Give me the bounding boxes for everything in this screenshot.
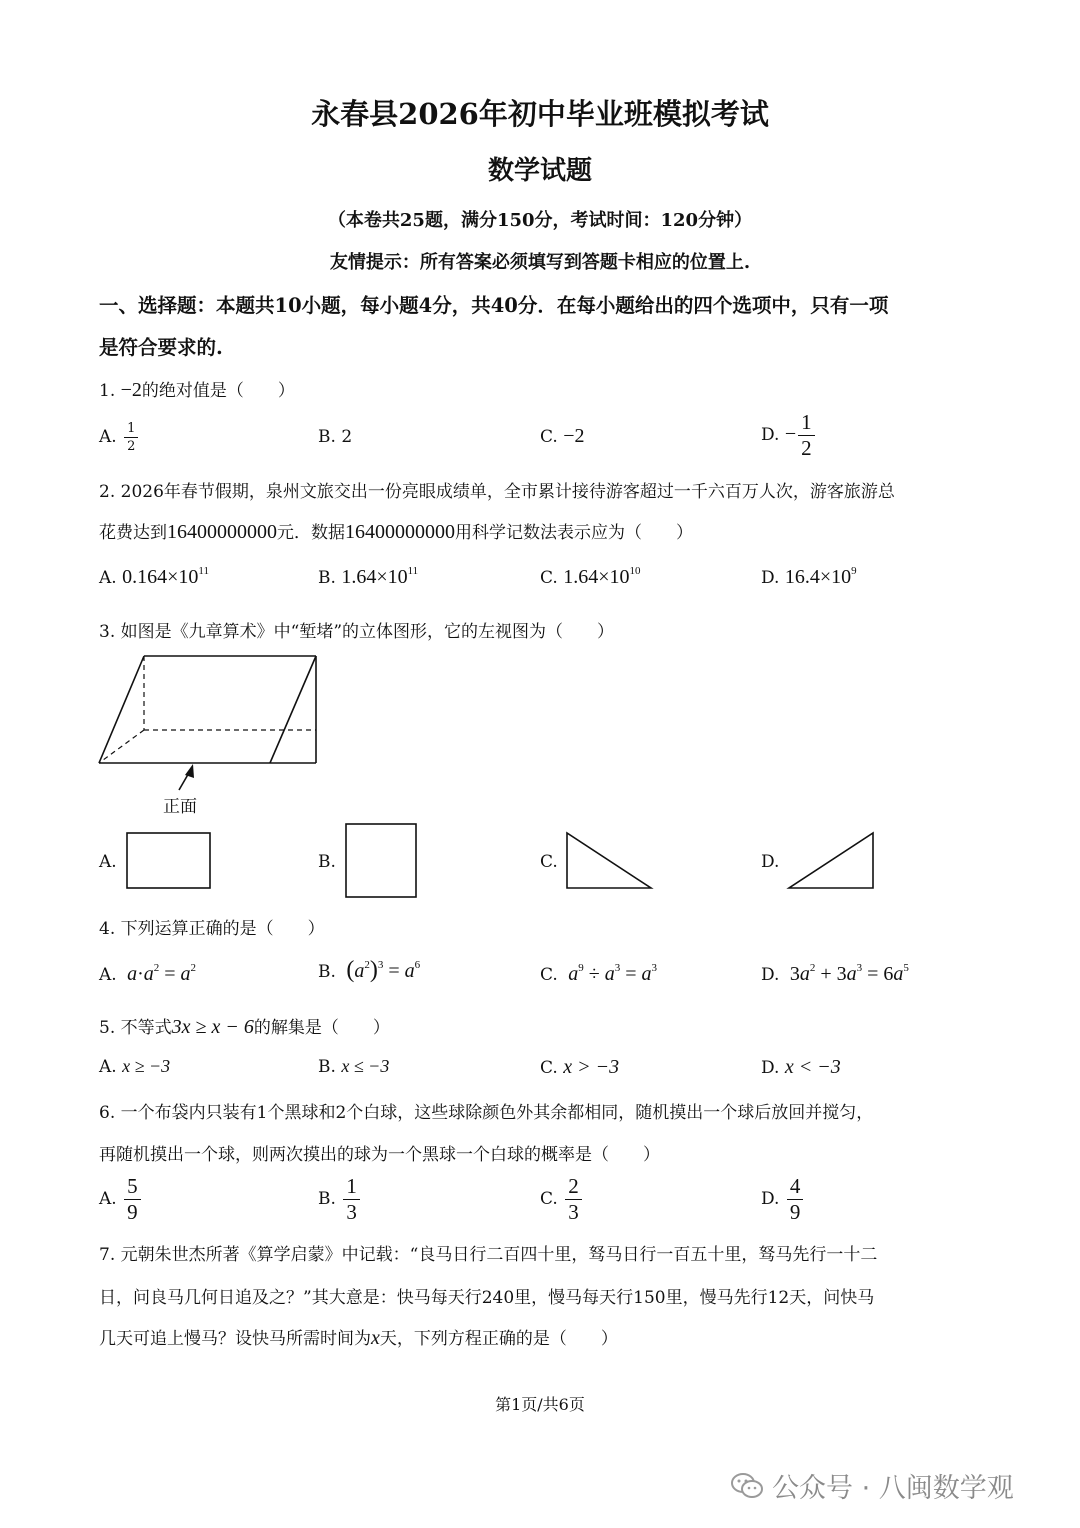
fraction: $\frac{2}{3}$	[565, 1176, 582, 1223]
option-value: $a\cdot a^2 = a^2$	[127, 962, 197, 985]
q3-option-c[interactable]: C.	[540, 852, 558, 872]
question-3: 3. 如图是《九章算术》中“堑堵”的立体图形，它的左视图为（ ）	[99, 622, 615, 642]
q1-math: −2	[120, 379, 142, 401]
q5-option-d[interactable]: D. x < −3	[761, 1056, 841, 1078]
option-value: $(a^2)^3 = a^6$	[346, 957, 421, 983]
q4-option-d[interactable]: D. $3a^2 + 3a^3 = 6a^5$	[761, 962, 909, 985]
q3-option-c-shape	[566, 832, 654, 892]
watermark-text: 公众号 · 八闽数学观	[772, 1473, 1014, 1504]
question-5: 5. 不等式3x ≥ x − 6的解集是（ ）	[99, 1016, 390, 1038]
section-heading-line2: 是符合要求的.	[99, 336, 223, 359]
q6-option-d[interactable]: D. $\frac{4}{9}$	[761, 1176, 805, 1223]
q3-option-d[interactable]: D.	[761, 852, 780, 872]
exam-title: 永春县2026年初中毕业班模拟考试	[311, 97, 769, 131]
question-6-line1: 6. 一个布袋内只装有1个黑球和2个白球，这些球除颜色外其余都相同，随机摸出一个球后放回并搅匀，	[99, 1103, 874, 1123]
option-sign: −	[784, 423, 797, 445]
front-label: 正面	[163, 797, 197, 817]
q3-option-a[interactable]: A.	[99, 852, 117, 872]
question-6-line2: 再随机摸出一个球，则两次摸出的球为一个黑球一个白球的概率是（ ）	[99, 1145, 660, 1165]
q5-option-a[interactable]: A. x ≥ −3	[99, 1056, 171, 1077]
front-arrow-icon	[179, 764, 194, 790]
watermark	[730, 1466, 1014, 1508]
q5-option-b[interactable]: B. x ≤ −3	[318, 1056, 390, 1077]
option-value: $1.64\times 10^{11}$	[341, 565, 419, 588]
fraction: $\frac{4}{9}$	[787, 1176, 804, 1223]
question-4: 4. 下列运算正确的是（ ）	[99, 919, 325, 939]
option-label: A.	[99, 427, 117, 447]
q1-text: 的绝对值是（ ）	[141, 381, 295, 401]
section-heading-line1: 一、选择题：本题共10小题，每小题4分，共40分．在每小题给出的四个选项中，只有一项	[99, 294, 889, 317]
q4-option-c[interactable]: C. $a^9 \div a^3 = a^3$	[540, 962, 657, 985]
q3-option-b-shape	[345, 823, 418, 899]
q6-option-a[interactable]: A. $\frac{5}{9}$	[99, 1176, 143, 1223]
option-label: B.	[318, 427, 336, 447]
q5-option-c[interactable]: C. x > −3	[540, 1056, 620, 1078]
fraction: $\frac{1}{2}$	[124, 422, 138, 453]
q2-option-a[interactable]: A. $0.164\times 10^{11}$	[99, 565, 209, 588]
fraction: $\frac{1}{2}$	[798, 412, 815, 459]
option-value: 2	[341, 427, 353, 447]
option-value: $1.64\times 10^{10}$	[563, 565, 641, 588]
q4-option-a[interactable]: A. $a\cdot a^2 = a^2$	[99, 962, 197, 985]
wechat-icon	[730, 1471, 764, 1508]
option-value: $16.4\times 10^9$	[784, 565, 857, 588]
page-number: 第1页/共6页	[495, 1395, 585, 1414]
q2-option-c[interactable]: C. $1.64\times 10^{10}$	[540, 565, 641, 588]
question-2-line1: 2. 2026年春节假期，泉州文旅交出一份亮眼成绩单，全市累计接待游客超过一千六百万人次，游客旅游总	[99, 482, 895, 502]
question-7-line2: 日，问良马几何日追及之？”其大意是：快马每天行240里，慢马每天行150里，慢马先行12天，问快马	[99, 1288, 875, 1308]
question-7-line3: 几天可追上慢马？设快马所需时间为x天，下列方程正确的是（ ）	[99, 1327, 618, 1349]
option-label: D.	[761, 425, 780, 445]
exam-subtitle: 数学试题	[487, 156, 592, 186]
option-value: $0.164\times 10^{11}$	[122, 565, 209, 588]
q6-option-c[interactable]: C. $\frac{2}{3}$	[540, 1176, 584, 1223]
fraction: $\frac{1}{3}$	[343, 1176, 360, 1223]
q2-option-d[interactable]: D. $16.4\times 10^9$	[761, 565, 857, 588]
question-7-line1: 7. 元朝朱世杰所著《算学启蒙》中记载：“良马日行二百四十里，驽马日行一百五十里，驽马先行一十二	[99, 1245, 878, 1265]
option-value: $a^9 \div a^3 = a^3$	[568, 962, 657, 985]
q3-option-d-shape	[788, 832, 876, 892]
q6-option-b[interactable]: B. $\frac{1}{3}$	[318, 1176, 362, 1223]
option-value: −2	[563, 425, 585, 447]
q3-option-a-shape	[126, 832, 212, 890]
q3-option-b[interactable]: B.	[318, 852, 336, 872]
exam-meta: （本卷共25题，满分150分，考试时间：120分钟）	[327, 210, 753, 231]
q2-option-b[interactable]: B. $1.64\times 10^{11}$	[318, 565, 419, 588]
question-2-line2: 花费达到16400000000元．数据16400000000用科学记数法表示应为（ ）	[99, 521, 693, 543]
q1-number: 1.	[99, 381, 116, 401]
option-label: C.	[540, 427, 558, 447]
exam-tip: 友情提示：所有答案必须填写到答题卡相应的位置上.	[329, 252, 751, 273]
fraction: $\frac{5}{9}$	[124, 1176, 141, 1223]
q4-option-b[interactable]: B. $(a^2)^3 = a^6$	[318, 957, 421, 983]
option-value: $3a^2 + 3a^3 = 6a^5$	[784, 962, 909, 985]
